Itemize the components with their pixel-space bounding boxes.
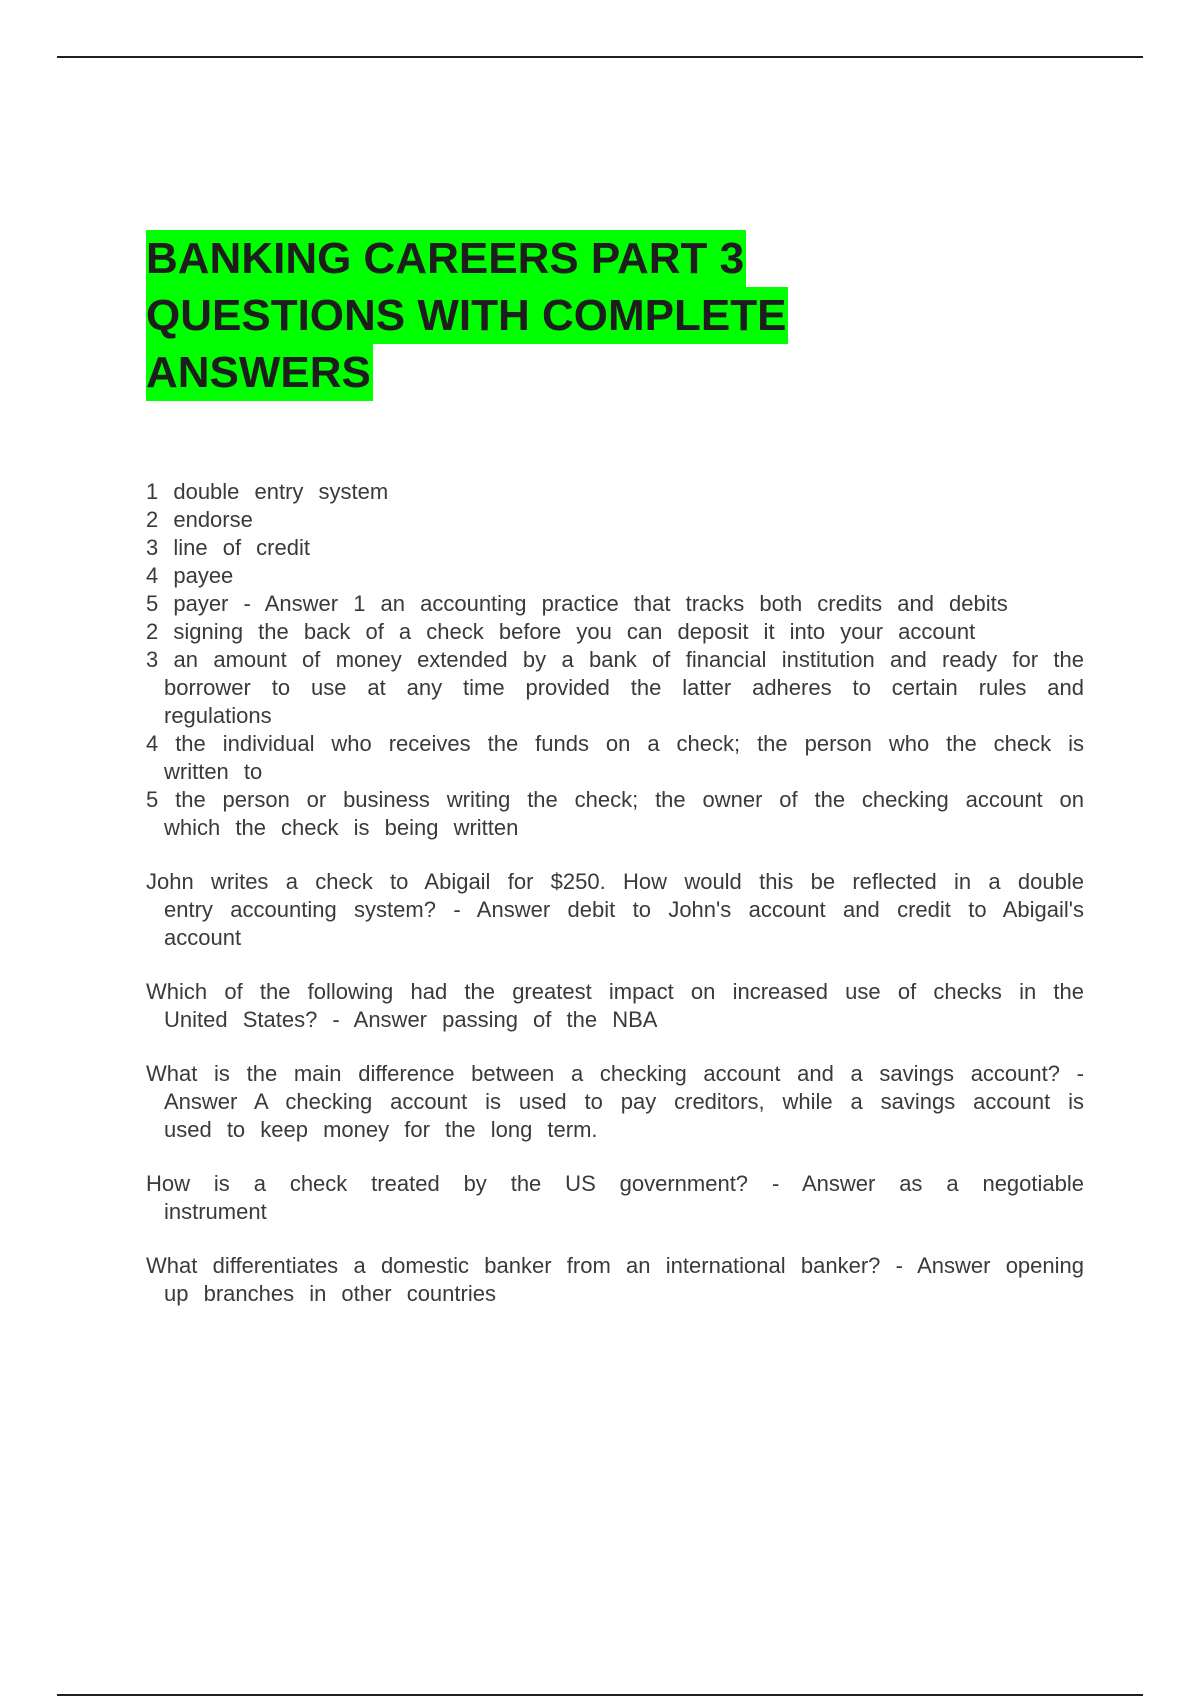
qa-paragraph: John writes a check to Abigail for $250. How would this be reflected in a double entry accounting system? - Answer debit to John's account and credit to Abigail's account: [146, 869, 1084, 950]
qa-block-terms: [146, 478, 1084, 842]
definition-line: 3 an amount of money extended by a bank of financial institution and ready for the borrower to use at any time provided the latter adheres to certain rules and regulations: [146, 647, 1084, 728]
qa-block: [146, 1252, 1084, 1308]
title-line: BANKING CAREERS PART 3: [146, 230, 746, 287]
qa-paragraph: What is the main difference between a checking account and a savings account? - Answer A checking account is used to pay creditors, while a savings account is used to keep money for the long term.: [146, 1061, 1084, 1142]
qa-block: [146, 1060, 1084, 1144]
bottom-rule: [57, 1694, 1143, 1696]
term-line: 1 double entry system: [146, 479, 389, 504]
title-line: QUESTIONS WITH COMPLETE: [146, 287, 788, 344]
definition-line: 2 signing the back of a check before you can deposit it into your account: [146, 619, 976, 644]
document-body: [146, 478, 1084, 1334]
top-rule: [57, 56, 1143, 58]
term-line: 3 line of credit: [146, 535, 310, 560]
term-line: 5 payer - Answer 1 an accounting practice that tracks both credits and debits: [146, 591, 1008, 616]
definition-line: 5 the person or business writing the check; the owner of the checking account on which the check is being written: [146, 787, 1084, 840]
qa-block: [146, 1170, 1084, 1226]
term-line: 2 endorse: [146, 507, 253, 532]
term-line: 4 payee: [146, 563, 234, 588]
document-title: [146, 230, 788, 401]
qa-paragraph: Which of the following had the greatest impact on increased use of checks in the United States? - Answer passing of the NBA: [146, 979, 1084, 1032]
qa-block: [146, 978, 1084, 1034]
title-line: ANSWERS: [146, 344, 373, 401]
qa-paragraph: How is a check treated by the US government? - Answer as a negotiable instrument: [146, 1171, 1084, 1224]
qa-block: [146, 868, 1084, 952]
qa-paragraph: What differentiates a domestic banker from an international banker? - Answer opening up branches in other countries: [146, 1253, 1084, 1306]
definition-line: 4 the individual who receives the funds on a check; the person who the check is written to: [146, 731, 1084, 784]
